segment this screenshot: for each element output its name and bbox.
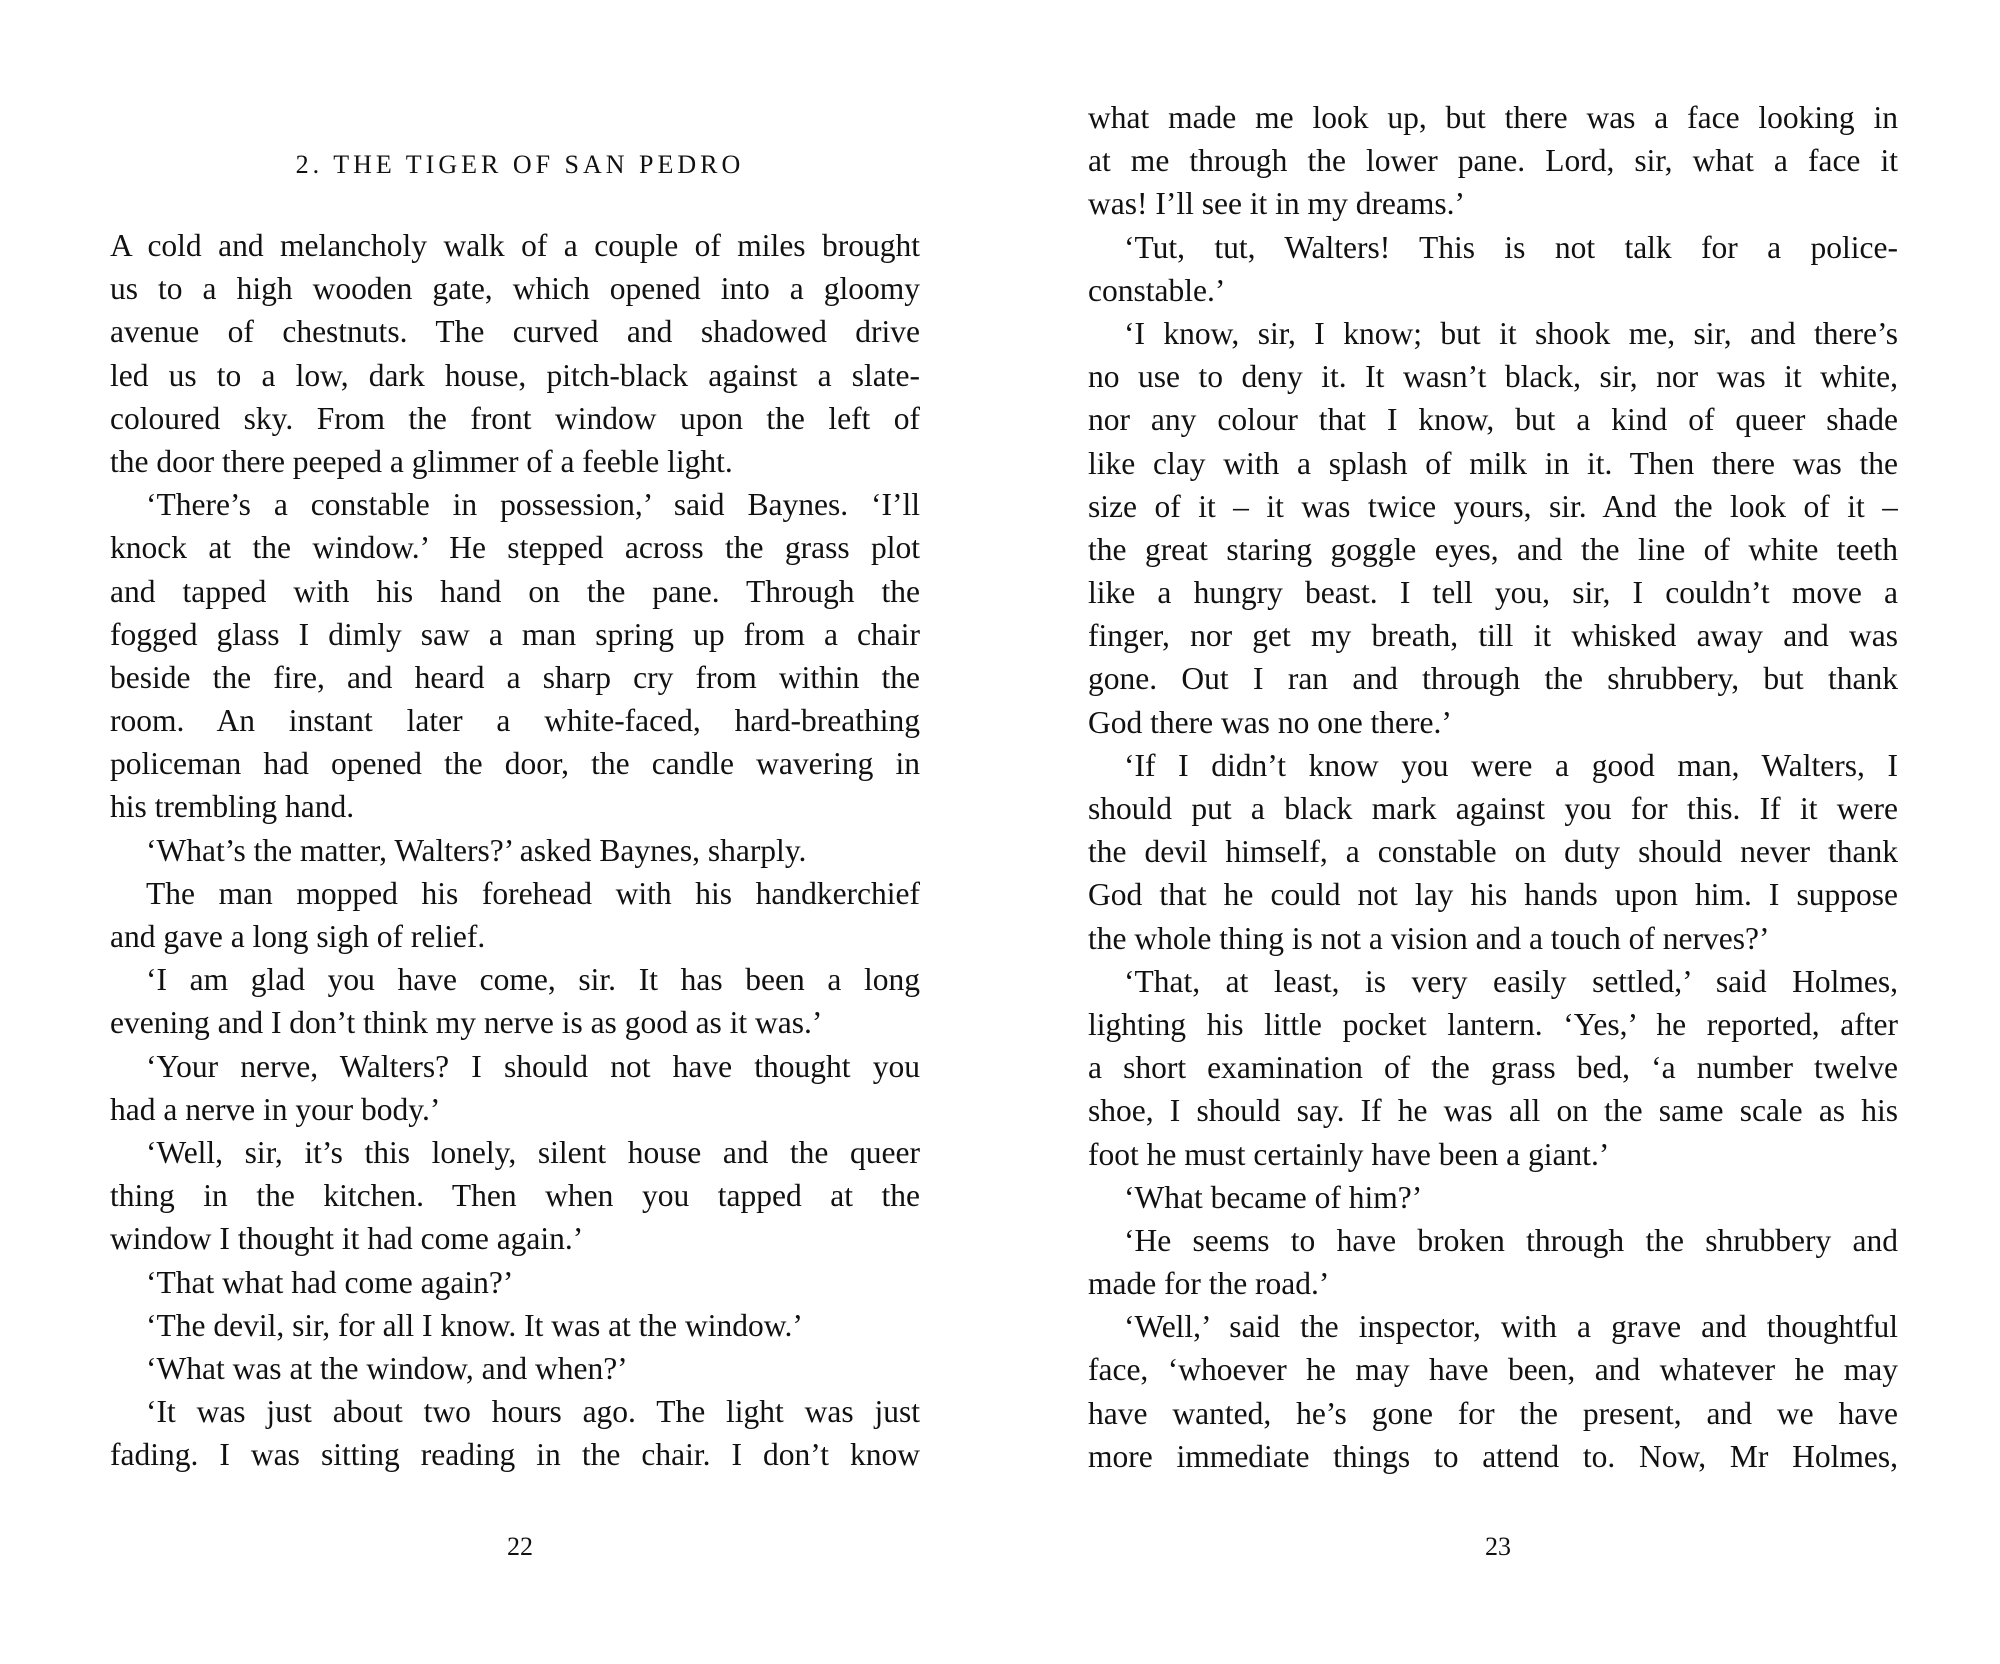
text-line: what made me look up, but there was a face looking in [1088, 100, 1898, 135]
text-line: God that he could not lay his hands upon him. I suppose [1088, 877, 1898, 913]
page-number-left: 22 [507, 1532, 533, 1561]
text-line: ‘What became of him?’ [1124, 1179, 1423, 1215]
text-line: size of it – it was twice yours, sir. And the look of it – [1088, 488, 1898, 524]
text-line: avenue of chestnuts. The curved and shadowed drive [110, 314, 920, 350]
text-line: ‘There’s a constable in possession,’ said Baynes. ‘I’ll [146, 487, 920, 523]
text-line: policeman had opened the door, the candle wavering in [110, 746, 920, 782]
text-line: the devil himself, a constable on duty should never thank [1088, 834, 1898, 870]
text-line: ‘What’s the matter, Walters?’ asked Baynes, sharply. [146, 832, 807, 868]
text-line: no use to deny it. It wasn’t black, sir, nor was it white, [1088, 359, 1898, 395]
text-line: knock at the window.’ He stepped across the grass plot [110, 530, 920, 566]
text-line: made for the road.’ [1088, 1266, 1330, 1302]
page-number-right: 23 [1485, 1532, 1511, 1561]
text-line: and tapped with his hand on the pane. Through the [110, 573, 920, 609]
text-line: like a hungry beast. I tell you, sir, I couldn’t move a [1088, 575, 1898, 611]
text-line: at me through the lower pane. Lord, sir, what a face it [1088, 143, 1898, 179]
text-line: ‘Well,’ said the inspector, with a grave and thoughtful [1124, 1309, 1898, 1345]
text-line: ‘The devil, sir, for all I know. It was at the window.’ [146, 1307, 803, 1343]
text-line: gone. Out I ran and through the shrubbery, but thank [1088, 661, 1898, 697]
text-line: ‘If I didn’t know you were a good man, Walters, I [1124, 747, 1898, 783]
text-line: his trembling hand. [110, 789, 355, 825]
text-line: nor any colour that I know, but a kind of queer shade [1088, 402, 1898, 438]
text-line: should put a black mark against you for this. If it were [1088, 791, 1898, 826]
text-line: God there was no one there.’ [1088, 704, 1452, 740]
text-line: The man mopped his forehead with his handkerchief [146, 875, 920, 911]
text-line: coloured sky. From the front window upon the left of [110, 400, 920, 436]
text-line: evening and I don’t think my nerve is as good as it was.’ [110, 1005, 823, 1041]
text-line: room. An instant later a white-faced, hard-breathing [110, 703, 920, 739]
text-line: fogged glass I dimly saw a man spring up from a chair [110, 616, 920, 652]
text-line: the door there peeped a glimmer of a feeble light. [110, 443, 733, 479]
text-line: ‘What was at the window, and when?’ [146, 1350, 628, 1386]
text-line: window I thought it had come again.’ [110, 1221, 584, 1257]
text-line: constable.’ [1088, 272, 1226, 308]
chapter-title: 2. THE TIGER OF SAN PEDRO [295, 150, 745, 179]
right-page [1088, 0, 1908, 1664]
text-line: was! I’ll see it in my dreams.’ [1088, 186, 1466, 222]
text-line: ‘That what had come again?’ [146, 1264, 514, 1300]
text-line: ‘Your nerve, Walters? I should not have thought you [146, 1048, 920, 1084]
text-line: more immediate things to attend to. Now, Mr Holmes, [1088, 1438, 1898, 1474]
text-line: lighting his little pocket lantern. ‘Yes,’ he reported, after [1088, 1006, 1898, 1042]
text-line: and gave a long sigh of relief. [110, 919, 486, 954]
left-page-text [110, 224, 920, 1476]
text-line: ‘Tut, tut, Walters! This is not talk for a police- [1124, 229, 1898, 265]
text-line: fading. I was sitting reading in the chair. I don’t know [110, 1437, 920, 1473]
left-page [110, 0, 930, 1664]
text-line: the great staring goggle eyes, and the line of white teeth [1088, 531, 1898, 567]
text-line: ‘That, at least, is very easily settled,’ said Holmes, [1124, 963, 1898, 999]
text-line: have wanted, he’s gone for the present, and we have [1088, 1395, 1898, 1431]
text-line: foot he must certainly have been a giant.’ [1088, 1136, 1610, 1172]
text-line: a short examination of the grass bed, ‘a number twelve [1088, 1050, 1898, 1086]
text-line: us to a high wooden gate, which opened into a gloomy [110, 271, 920, 307]
text-line: ‘He seems to have broken through the shrubbery and [1124, 1222, 1898, 1258]
text-line: ‘I know, sir, I know; but it shook me, sir, and there’s [1124, 315, 1898, 351]
text-line: ‘I am glad you have come, sir. It has been a long [146, 962, 920, 998]
text-line: beside the fire, and heard a sharp cry from within the [110, 659, 920, 695]
right-page-text [1088, 96, 1898, 1478]
text-line: like clay with a splash of milk in it. Then there was the [1088, 445, 1898, 481]
text-line: ‘It was just about two hours ago. The light was just [146, 1394, 920, 1430]
text-line: face, ‘whoever he may have been, and whatever he may [1088, 1352, 1898, 1388]
text-line: ‘Well, sir, it’s this lonely, silent house and the queer [146, 1134, 920, 1170]
text-line: the whole thing is not a vision and a touch of nerves?’ [1088, 920, 1770, 956]
text-line: shoe, I should say. If he was all on the same scale as his [1088, 1093, 1898, 1129]
text-line: finger, nor get my breath, till it whisked away and was [1088, 618, 1898, 654]
text-line: thing in the kitchen. Then when you tapped at the [110, 1178, 920, 1214]
text-line: led us to a low, dark house, pitch-black against a slate- [110, 357, 920, 393]
text-line: A cold and melancholy walk of a couple of miles brought [110, 228, 920, 263]
text-line: had a nerve in your body.’ [110, 1091, 441, 1127]
